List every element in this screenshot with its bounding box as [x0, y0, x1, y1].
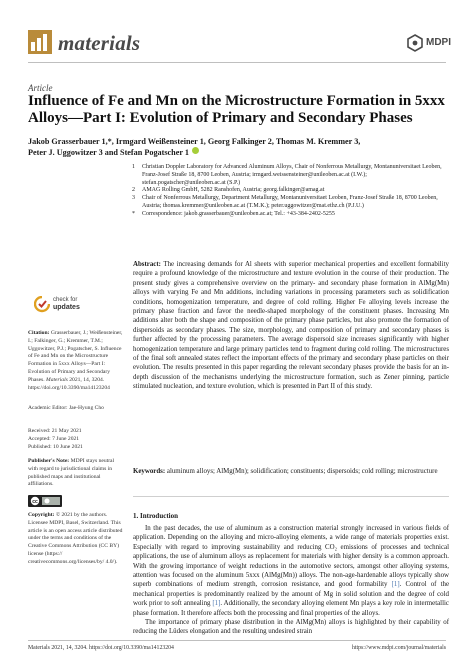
journal-logo	[28, 30, 158, 54]
svg-text:cc: cc	[32, 499, 38, 505]
copyright-text: © 2021 by the authors. Licensee MDPI, Basel, Switzerland. This article is an open access article distributed under the terms and conditions of the Creative Commons Attribution (CC BY) license (https:// creativecommons.org/licenses/by/ 4.0/).	[28, 512, 123, 565]
abstract-text: The increasing demands for Al sheets with superior mechanical properties and excellent formability require a profound knowledge of the microstructure and texture evolution in the course of their production. The present study gives a comprehensive overview on the primary- and secondary phase formation in AlMg(Mn) alloys with varying Fe and Mn additions, including variations in processing parameters such as solidification conditions, homogenization temperature, and degree of cold rolling. Higher Fe alloying levels increase the primary phase fraction and favor the needle-shaped morphology of the constituent phases. Increasing Mn additions alter both the shape and composition of the primary phase particles, but also promote the formation of dispersoids as secondary phases. The size, morphology, and composition of primary and secondary phases is further affected by the processing parameters. The average dispersoid size increases significantly with higher homogenization temperature and large primary particles tend to fragment during cold rolling. The microstructures of the final soft annealed states reflect the important effects of the primary and secondary phase particles on their evolution. The results presented in this paper regarding the relevant secondary phases provide the basis for an in-depth discussion of the mechanisms underlying the microstructure formation, such as Zener pinning, particle stimulated nucleation, and texture evolution, which is presented in Part II of this study.	[133, 261, 449, 391]
academic-editor: Academic Editor: Jae-Hyung Cho	[28, 405, 104, 411]
cc-by-license-icon[interactable]	[28, 495, 62, 507]
authors-line-1: Jakob Grasserbauer 1,*, Irmgard Weißensteiner 1, Georg Falkinger 2, Thomas M. Kremmer 3,	[28, 137, 361, 146]
paragraph-text: . Additionally, the secondary alloying element Mn plays a key role in intermetallic phase formation. It therefore affects both the processing and final properties of the alloys.	[133, 600, 449, 617]
affiliation-number: *	[132, 210, 135, 217]
affiliation-item	[132, 195, 452, 211]
check-for-updates-button[interactable]	[34, 296, 94, 324]
published-date: Published: 10 June 2021	[28, 443, 83, 450]
citation-label: Citation:	[28, 330, 50, 336]
mdpi-logo-icon	[406, 34, 424, 52]
check-for-updates-icon	[34, 296, 50, 314]
footer-divider	[28, 640, 446, 641]
keywords-label: Keywords:	[133, 468, 166, 475]
publisher-note-label: Publisher's Note:	[28, 458, 70, 464]
reference-link[interactable]: [1]	[212, 600, 221, 608]
affiliations	[132, 164, 452, 219]
paragraph-text: In the past decades, the use of aluminum as a construction material strongly increased in various fields of application. Depending on the alloying and micro-alloying elements, a wide range of materials properties exist. Especially with regard to improving sustainability and reducing CO₂ emissions of processes and technical applications, the use of aluminum alloys as replacement for materials with higher density is a common approach. With the growing importance of weight reductions in the automotive sectors, amongst other alloying systems, attention was focused on the aluminum 5xxx (AlMg(Mn)) alloys. The non-age-hardenable alloys typically show superb combinations of medium strength, corrosion resistance, and good formability	[133, 525, 449, 589]
dates-block	[28, 428, 124, 451]
accepted-date: Accepted: 7 June 2021	[28, 435, 80, 442]
publisher-note-text: MDPI stays neutral with regard to jurisdictional claims in published maps and institutional affiliations.	[28, 458, 115, 488]
section-divider	[133, 496, 449, 497]
affiliation-text: Christian Doppler Laboratory for Advanced Aluminum Alloys, Chair of Nonferrous Metallurgy, Montanuniversitaet Leoben, Franz-Josef Straße 18, 8700 Leoben, Austria; irmgard.weissensteiner@unileoben.ac.at (I.W.); stefan.pogatscher@unileoben.ac.at (S.P.)	[142, 164, 442, 186]
author-list	[28, 136, 448, 158]
affiliation-number: 1	[132, 164, 135, 170]
citation-text: Grasserbauer, J.; Weißensteiner, I.; Falkinger, G.; Kremmer, T.M.; Uggowitzer, P.J.; Pogatscher, S. Influence of Fe and Mn on the Microstructure Formation in 5xxx Alloys—Part I: Evolution of Primary and Secondary Phases.	[28, 330, 123, 383]
article-type: Article	[28, 83, 53, 93]
affiliation-text: Chair of Nonferrous Metallurgy, Department Metallurgy, Montanuniversitaet Leoben, Franz-Josef Straße 18, 8700 Leoben, Austria; thomas.kremmer@unileoben.ac.at (T.M.K.); peter.uggowitzer@mat.ethz.ch (P.J.U.)	[142, 195, 438, 209]
check-for-updates-line1: check for	[53, 297, 78, 303]
received-date: Received: 21 May 2021	[28, 428, 82, 434]
footer-journal-url[interactable]: https://www.mdpi.com/journal/materials	[352, 645, 446, 651]
header-divider	[28, 62, 446, 63]
paragraph: The importance of primary phase distribution in the AlMg(Mn) alloys is highlighted by their capability of reducing the Lüders elongation and the resulting undesired strain	[133, 619, 449, 636]
affiliation-number: 3	[132, 195, 135, 202]
abstract	[133, 260, 449, 392]
abstract-label: Abstract:	[133, 261, 161, 268]
orcid-icon[interactable]	[192, 147, 199, 154]
copyright-block	[28, 512, 124, 567]
citation-block	[28, 330, 124, 392]
introduction-body	[133, 524, 449, 637]
section-heading: 1. Introduction	[133, 512, 178, 520]
authors-line-2: Peter J. Uggowitzer 3 and Stefan Pogatscher 1	[28, 148, 189, 157]
affiliation-item	[132, 211, 452, 219]
article-title: Influence of Fe and Mn on the Microstructure Formation in 5xxx Alloys—Part I: Evolution of Primary and Secondary Phases	[28, 93, 445, 126]
affiliation-number: 2	[132, 187, 135, 194]
mdpi-logo	[406, 34, 451, 56]
publisher-name: MDPI	[426, 37, 451, 48]
check-for-updates-line2: updates	[53, 304, 80, 311]
affiliation-text: Correspondence: jakob.grasserbauer@unileoben.ac.at; Tel.: +43-384-2402-5255	[142, 210, 335, 217]
citation-journal: Materials	[46, 376, 68, 383]
reference-link[interactable]: [1]	[391, 581, 400, 589]
keywords	[133, 467, 449, 476]
publisher-note	[28, 458, 124, 489]
affiliation-item	[132, 164, 452, 187]
copyright-label: Copyright:	[28, 512, 55, 518]
journal-name: materials	[58, 31, 141, 55]
affiliation-text: AMAG Rolling GmbH, 5282 Ranshofen, Austria; georg.falkinger@amag.at	[142, 187, 325, 194]
paragraph-text: . Control of the mechanical properties is predominantly realized by the amount of Mg in solid solution and the degree of cold work prior to soft annealing	[133, 581, 449, 608]
citation-ref: 2021, 14, 3204. https://doi.org/10.3390/ma14123204	[28, 376, 110, 391]
paragraph	[133, 524, 449, 618]
keywords-text: aluminum alloys; AlMg(Mn); solidification; constituents; dispersoids; cold rolling; microstructure	[166, 468, 438, 475]
footer-citation: Materials 2021, 14, 3204. https://doi.org/10.3390/ma14123204	[28, 645, 174, 651]
journal-logo-icon	[28, 30, 52, 54]
